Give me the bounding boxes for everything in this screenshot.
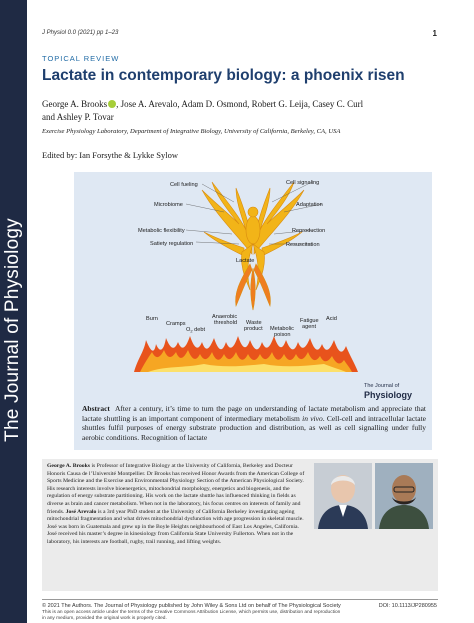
affiliation: Exercise Physiology Laboratory, Department of Integrative Biology, University of California, Berkeley, CA, USA [42, 128, 341, 135]
label-cell-fueling: Cell fueling [170, 182, 198, 188]
bio-text-arevalo: is a 3rd year PhD student at the University of California Berkeley investigating ageing mitochondrial fragmentation and what drives mitochondrial dysfunction with age progression in skeletal muscle. José was born in Guatemala and grew up in the Boyle Heights neighbourhood of East Los Angeles, California. José received his master’s degree in kinesiology from California State University Fullerton. When not in the laboratory, his interests are football, rugby, trail running, and lifting weights. [47, 508, 304, 545]
page-number: 1 [432, 29, 437, 38]
logo-big-text: Physiology [364, 390, 413, 400]
label-waste-product-2: product [244, 326, 263, 332]
footer-doi[interactable]: DOI: 10.1113/JP280955 [378, 603, 437, 609]
label-metabolic-poison-1: Metabolic [270, 326, 294, 332]
footer-copyright: © 2021 The Authors. The Journal of Physiology published by John Wiley & Sons Ltd on behalf of The Physiological Society [42, 603, 341, 609]
author-first: George A. Brooks [42, 99, 108, 109]
label-waste-product-1: Waste [246, 320, 262, 326]
label-fatigue-agent-1: Fatigue [300, 318, 319, 324]
label-burn: Burn [146, 316, 158, 322]
label-fatigue-agent-2: agent [302, 324, 316, 330]
footer-license: This is an open access article under the terms of the Creative Commons Attribution License, which permits use, distribution and reproduction in any medium, provided the original work is properly cited. [42, 610, 341, 621]
author-list [42, 98, 442, 124]
bio-text [47, 463, 435, 547]
authors-rest: , Jose A. Arevalo, Adam D. Osmond, Robert G. Leija, Casey C. Curl [116, 99, 364, 109]
label-reproduction: Reproduction [292, 228, 326, 234]
section-label: TOPICAL REVIEW [42, 54, 120, 63]
label-cramps: Cramps [166, 321, 186, 327]
label-adaptation: Adaptation [296, 202, 323, 208]
label-anaerobic-threshold-2: threshold [214, 320, 238, 326]
bio-column [47, 463, 309, 547]
author-bio-box [42, 459, 438, 591]
label-metabolic-flexibility: Metabolic flexibility [138, 228, 185, 234]
journal-sidebar [0, 0, 27, 623]
logo-small-text: The Journal of [364, 383, 400, 389]
abstract-box [74, 172, 432, 450]
label-microbiome: Microbiome [154, 202, 183, 208]
journal-logo [364, 382, 412, 400]
article-title: Lactate in contemporary biology: a phoenix risen [42, 67, 405, 84]
label-lactate: Lactate [236, 258, 255, 264]
label-satiety-regulation: Satiety regulation [150, 241, 194, 247]
label-anaerobic-threshold-1: Anaerobic [212, 314, 238, 320]
label-resuscitation: Resuscitation [286, 242, 320, 248]
footer-divider [42, 599, 438, 600]
phoenix-figure [74, 172, 432, 402]
abstract-text: Abstract After a century, it’s time to turn the page on understanding of lactate metabolism and appreciate that lactate shuttling is an important component of intermediary metabolism in vivo. Cell-cell and intracellular lactate shuttles fulfil purposes of energy substrate production and distribution, as well as cell signalling under fully aerobic conditions. Recognition of lactate [82, 404, 427, 443]
orcid-icon[interactable] [108, 100, 116, 108]
bio-text-brooks: is Professor of Integrative Biology at the University of California, Berkeley and Docteur Honoris Causa de l’Université Montpellier. Dr Brooks has received Honor Awards from the American College of Sports Medicine and the Exercise and Environmental Physiology Section of the American Physiological Society. His research interests involve bioenergetics, mitochondrial morphology, energetics and biogenesis, and the regulation of energy substrate partitioning. His work on the lactate shuttle has influenced thinking in fields as diverse as brain and cancer metabolism. When not in the laboratory, his focus centres on interests of family and friends. [47, 463, 305, 515]
bio-name-arevalo: José Arevalo [65, 508, 97, 515]
running-head: J Physiol 0.0 (2021) pp 1–23 [42, 30, 119, 36]
label-metabolic-poison-2: poison [274, 332, 291, 338]
label-acid: Acid [326, 316, 337, 322]
editors: Edited by: Ian Forsythe & Lykke Sylow [42, 150, 178, 160]
sidebar-journal-name: The Journal of Physiology [2, 218, 23, 442]
flames-icon [134, 336, 358, 372]
label-o2-debt: $O_2$ debt [186, 327, 206, 334]
abstract-label: Abstract [82, 404, 110, 413]
bio-name-brooks: George A. Brooks [47, 463, 91, 469]
label-cell-signaling: Cell signaling [286, 180, 320, 186]
authors-line2: and Ashley P. Tovar [42, 112, 114, 122]
